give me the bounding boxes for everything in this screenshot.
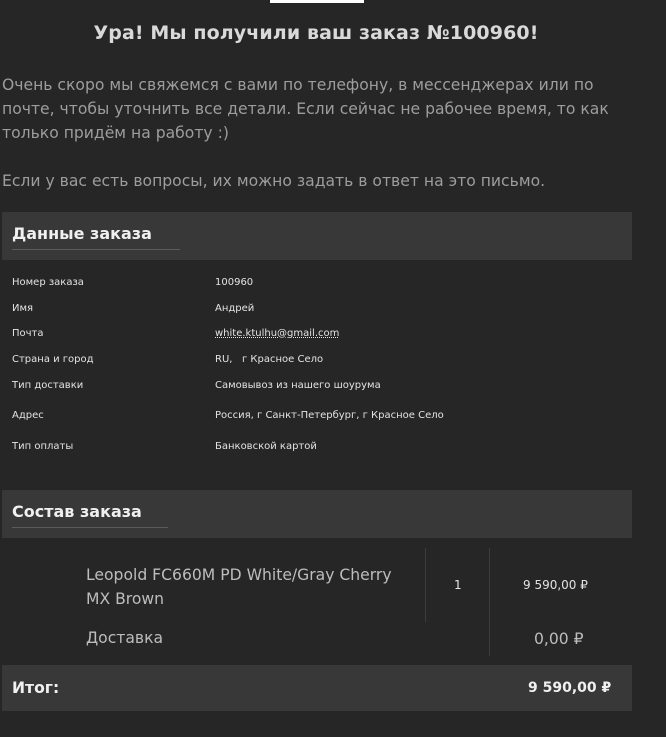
total-value: 9 590,00 ₽ bbox=[528, 680, 612, 696]
delivery-type-label: Тип доставки bbox=[12, 380, 84, 391]
order-details-title: Данные заказа bbox=[12, 224, 152, 243]
total-label: Итог: bbox=[12, 679, 60, 697]
item-price: 9 590,00 ₽ bbox=[523, 578, 588, 592]
table-divider bbox=[489, 548, 490, 656]
item-name: Leopold FC660M PD White/Gray Cherry MX Brown bbox=[86, 566, 392, 608]
order-contents-header bbox=[2, 490, 632, 538]
name-label: Имя bbox=[12, 303, 34, 314]
payment-type-label: Тип оплаты bbox=[12, 441, 74, 452]
total-bar bbox=[2, 665, 632, 711]
section-underline bbox=[12, 249, 180, 250]
email-label: Почта bbox=[12, 328, 44, 339]
payment-type-value: Банковской картой bbox=[215, 441, 317, 452]
order-number-label: Номер заказа bbox=[12, 277, 84, 288]
email-link[interactable]: white.ktulhu@gmail.com bbox=[215, 328, 340, 339]
country-city-label: Страна и город bbox=[12, 354, 94, 365]
table-divider bbox=[425, 548, 426, 622]
address-label: Адрес bbox=[12, 410, 44, 421]
intro-paragraph: Очень скоро мы свяжемся с вами по телефону, в мессенджерах или по почте, чтобы уточнить все детали. Если сейчас не рабочее время, то как только придём на работу :) bbox=[2, 76, 609, 142]
delivery-type-value: Самовывоз из нашего шоурума bbox=[215, 380, 381, 391]
name-value: Андрей bbox=[215, 303, 255, 314]
order-number-value: 100960 bbox=[215, 277, 254, 288]
address-value: Россия, г Санкт-Петербург, г Красное Село bbox=[215, 410, 444, 421]
section-underline bbox=[12, 527, 168, 528]
item-quantity: 1 bbox=[454, 578, 462, 592]
delivery-price: 0,00 ₽ bbox=[534, 630, 584, 648]
questions-paragraph: Если у вас есть вопросы, их можно задать в ответ на это письмо. bbox=[2, 172, 546, 190]
order-contents-title: Состав заказа bbox=[12, 502, 142, 521]
top-tab-indicator bbox=[270, 0, 364, 3]
delivery-label: Доставка bbox=[86, 629, 164, 647]
page-title: Ура! Мы получили ваш заказ №100960! bbox=[93, 22, 539, 44]
order-details-header bbox=[2, 212, 632, 260]
country-city-value: RU, г Красное Село bbox=[215, 354, 324, 365]
